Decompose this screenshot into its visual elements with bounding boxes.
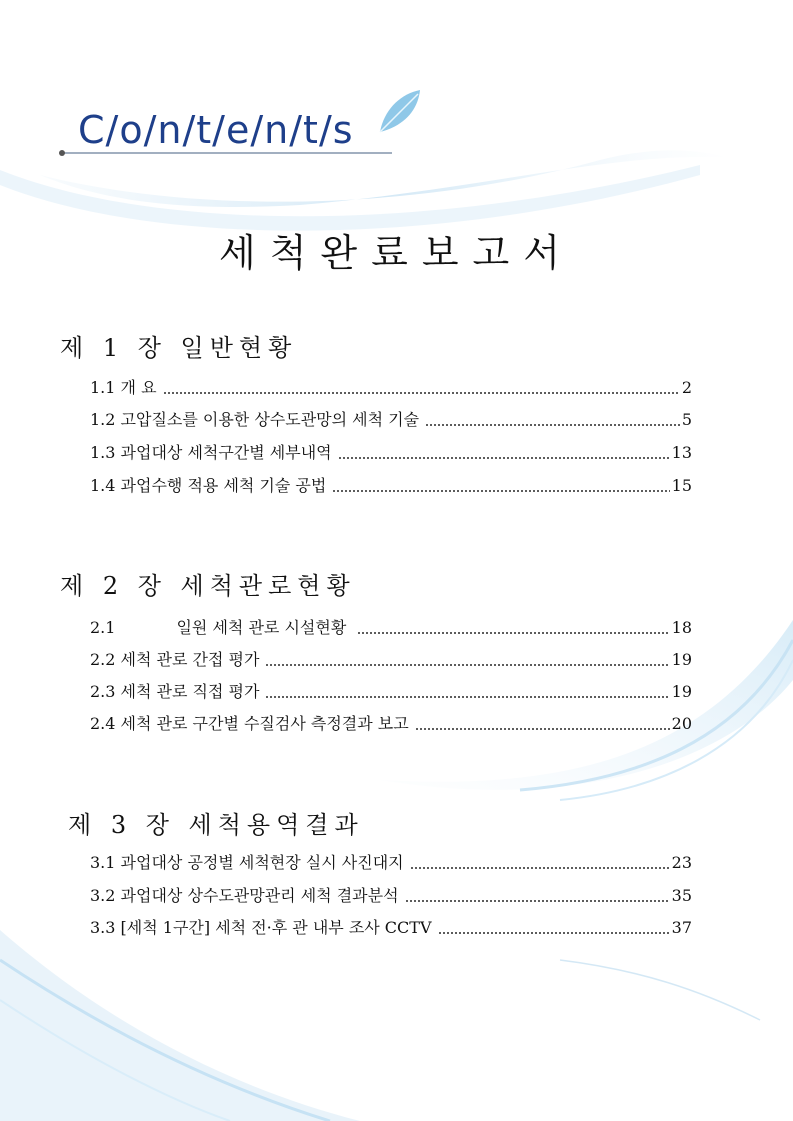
toc-entry[interactable] <box>90 915 692 943</box>
chapter-1-heading: 제 1 장 일반현황 <box>60 334 298 362</box>
toc-entry-label: 3.1 과업대상 공정별 세척현장 실시 사진대지 <box>90 853 404 872</box>
toc-entry-label: 1.3 과업대상 세척구간별 세부내역 <box>90 443 332 462</box>
toc-entry[interactable] <box>90 850 692 878</box>
toc-entry[interactable] <box>90 407 692 435</box>
toc-entry-label: 3.3 [세척 1구간] 세척 전·후 관 내부 조사 CCTV <box>90 918 432 937</box>
toc-entry-page: 5 <box>681 410 692 429</box>
toc-entry-page: 15 <box>671 476 692 495</box>
toc-entry[interactable] <box>90 375 692 403</box>
toc-entry-page: 18 <box>671 618 692 637</box>
toc-entry-label: 2.3 세척 관로 직접 평가 <box>90 682 260 701</box>
toc-entry[interactable] <box>90 679 692 707</box>
chapter-2-heading: 제 2 장 세척관로현황 <box>60 572 356 600</box>
dot-leader <box>338 457 670 459</box>
contents-logo: C/o/n/t/e/n/t/s <box>78 108 354 152</box>
toc-entry[interactable] <box>90 883 692 911</box>
toc-entry-label: 2.4 세척 관로 구간별 수질검사 측정결과 보고 <box>90 714 409 733</box>
toc-entry-page: 13 <box>671 443 692 462</box>
toc-entry-page: 20 <box>671 714 692 733</box>
toc-entry-label: 2.1 일원 세척 관로 시설현황 <box>90 618 352 637</box>
dot-leader <box>265 696 669 698</box>
dot-leader <box>163 392 680 394</box>
leaf-icon <box>374 88 424 136</box>
toc-entry-label: 3.2 과업대상 상수도관망관리 세척 결과분석 <box>90 886 399 905</box>
dot-leader <box>425 424 680 426</box>
toc-entry[interactable] <box>90 440 692 468</box>
toc-entry-label: 1.1 개 요 <box>90 378 157 397</box>
toc-entry[interactable] <box>90 473 692 501</box>
dot-leader <box>405 900 670 902</box>
dot-leader <box>410 867 670 869</box>
toc-entry-label: 2.2 세척 관로 간접 평가 <box>90 650 260 669</box>
dot-leader <box>415 728 670 730</box>
toc-entry[interactable] <box>90 647 692 675</box>
toc-entry-page: 19 <box>671 682 692 701</box>
dot-leader <box>357 632 669 634</box>
toc-entry-page: 19 <box>671 650 692 669</box>
toc-entry-page: 37 <box>671 918 692 937</box>
toc-entry-label: 1.4 과업수행 적용 세척 기술 공법 <box>90 476 327 495</box>
toc-entry[interactable] <box>90 615 692 643</box>
document-title: 세척완료보고서 <box>219 231 574 275</box>
toc-entry[interactable] <box>90 711 692 739</box>
dot-leader <box>265 664 669 666</box>
toc-entry-page: 2 <box>681 378 692 397</box>
dot-leader <box>438 932 670 934</box>
dot-leader <box>332 490 669 492</box>
toc-entry-label: 1.2 고압질소를 이용한 상수도관망의 세척 기술 <box>90 410 420 429</box>
toc-entry-page: 35 <box>671 886 692 905</box>
toc-entry-page: 23 <box>671 853 692 872</box>
chapter-3-heading: 제 3 장 세척용역결과 <box>68 811 364 839</box>
